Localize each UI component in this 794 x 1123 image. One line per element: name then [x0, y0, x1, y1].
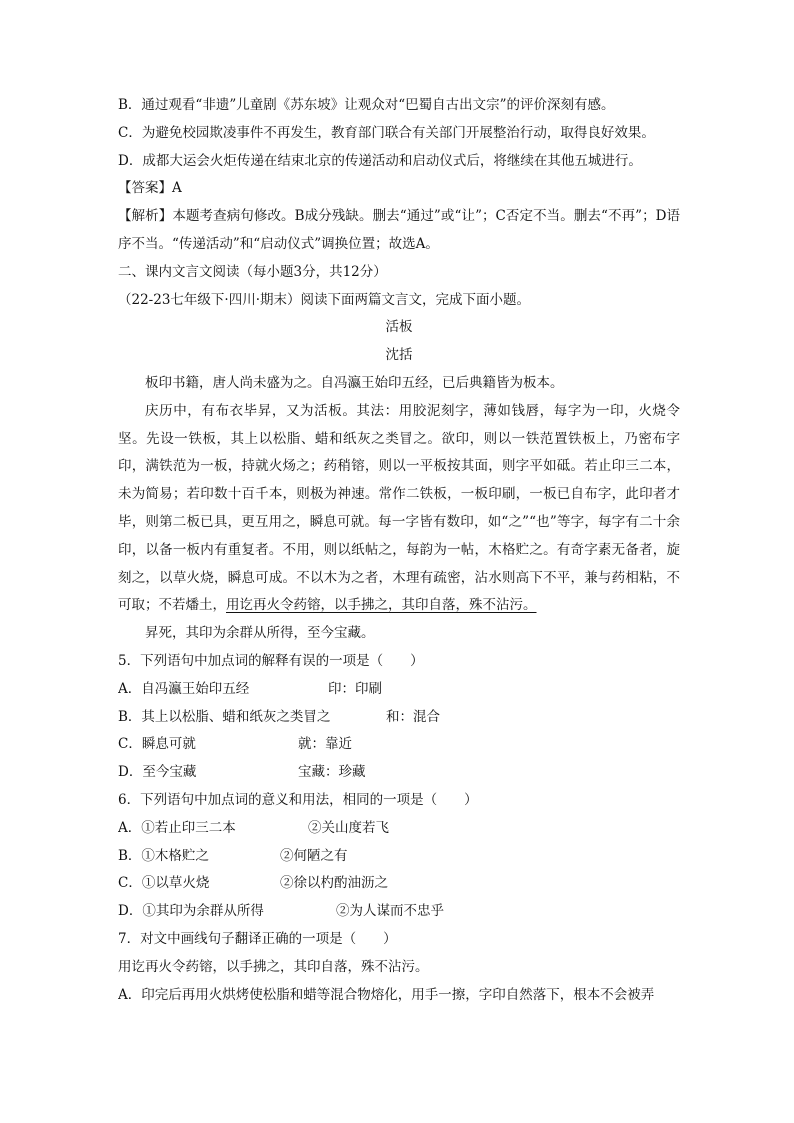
article-paragraph-2-text: 庆历中，有布衣毕昇，又为活板。其法：用胶泥刻字，薄如钱唇，每字为一印，火烧令坚。先设一铁板，其上以松脂、蜡和纸灰之类冒之。欲印，则以一铁范置铁板上，乃密布字印，满铁范为一板，持就火炀之；药稍镕，则以一平板按其面，则字平如砥。若止印三二本，未为简易；若印数十百千本，则极为神速。常作二铁板，一板印刷，一板已自布字，此印者才毕，则第二板已具，更互用之，瞬息可就。每一字皆有数印，如“之”“也”等字，每字有二十余印，以备一板内有重复者。不用，则以纸帖之，每韵为一帖，木格贮之。有奇字素无备者，旋刻之，以草火烧，瞬息可成。不以木为之者，木理有疏密，沾水则高下不平，兼与药相粘，不可取；不若燔土，	[118, 402, 680, 614]
q5-option-c	[118, 731, 680, 759]
section-title: 二、课内文言文阅读（每小题3分，共12分）	[118, 263, 387, 280]
q6-option-d-first: D．①其印为余群从所得	[118, 903, 264, 920]
q6-option-a	[118, 815, 680, 843]
q6-option-d-second: ②为人谋而不忠乎	[336, 903, 444, 920]
source-note: （22-23七年级下·四川·期末）阅读下面两篇文言文，完成下面小题。	[118, 291, 530, 308]
question-option-b: B．通过观看“非遗”儿童剧《苏东坡》让观众对“巴蜀自古出文宗”的评价深刻有感。	[118, 97, 615, 113]
q6-option-a-second: ②关山度若飞	[308, 819, 389, 836]
q6-option-c-first: C．①以草火烧	[118, 875, 210, 892]
q5-option-b-gloss: 和：混合	[386, 708, 440, 725]
article-paragraph-2	[118, 398, 680, 620]
question-7-stem: 7．对文中画线句子翻译正确的一项是（ ）	[118, 930, 397, 947]
page-content	[118, 92, 680, 1009]
q5-option-d-text: D．至今宝藏	[118, 764, 197, 781]
q6-option-b-second: ②何陋之有	[280, 847, 348, 864]
q6-option-c-second: ②徐以杓酌油沥之	[280, 875, 388, 892]
q5-option-b-text: B．其上以松脂、蜡和纸灰之类冒之	[118, 708, 331, 725]
q5-option-d	[118, 759, 680, 787]
question-6-stem: 6．下列语句中加点词的意义和用法，相同的一项是（ ）	[118, 791, 478, 808]
q6-option-b-first: B．①木格贮之	[118, 847, 209, 864]
q6-option-a-first: A．①若止印三二本	[118, 819, 236, 836]
q7-option-a: A．印完后再用火烘烤使松脂和蜡等混合物熔化，用手一擦，字印自然落下，根本不会被弄	[118, 986, 655, 1003]
article-author: 沈括	[385, 347, 413, 364]
question-5-stem: 5．下列语句中加点词的解释有误的一项是（ ）	[118, 652, 424, 669]
analysis-paragraph: 【解析】本题考查病句修改。B成分残缺。删去“通过”或“让”；C否定不当。删去“不再”；D语序不当。“传递活动”和“启动仪式”调换位置；故选A。	[118, 208, 680, 252]
q7-quote: 用讫再火令药镕，以手拂之，其印自落，殊不沾污。	[118, 958, 429, 975]
question-option-c: C．为避免校园欺凌事件不再发生，教育部门联合有关部门开展整治行动，取得良好效果。	[118, 124, 655, 141]
underlined-sentence: 用讫再火令药镕，以手拂之，其印自落，殊不沾污。	[226, 597, 537, 614]
q5-option-a	[118, 676, 680, 704]
q5-option-a-gloss: 印：印刷	[328, 680, 382, 697]
q5-option-c-text: C．瞬息可就	[118, 736, 196, 753]
answer-line: 【答案】A	[118, 180, 182, 197]
q5-option-a-text: A．自冯瀛王始印五经	[118, 680, 250, 697]
q5-option-c-gloss: 就：靠近	[298, 736, 352, 753]
article-paragraph-3: 昇死，其印为余群从所得，至今宝藏。	[145, 625, 375, 642]
q6-option-d	[118, 898, 680, 926]
q6-option-c	[118, 870, 680, 898]
q6-option-b	[118, 843, 680, 871]
q5-option-b	[118, 704, 680, 732]
article-paragraph-1: 板印书籍，唐人尚未盛为之。自冯瀛王始印五经，已后典籍皆为板本。	[145, 374, 564, 391]
q5-option-d-gloss: 宝藏：珍藏	[298, 764, 366, 781]
question-option-d: D．成都大运会火炬传递在结束北京的传递活动和启动仪式后，将继续在其他五城进行。	[118, 152, 642, 169]
article-title: 活板	[385, 319, 413, 336]
